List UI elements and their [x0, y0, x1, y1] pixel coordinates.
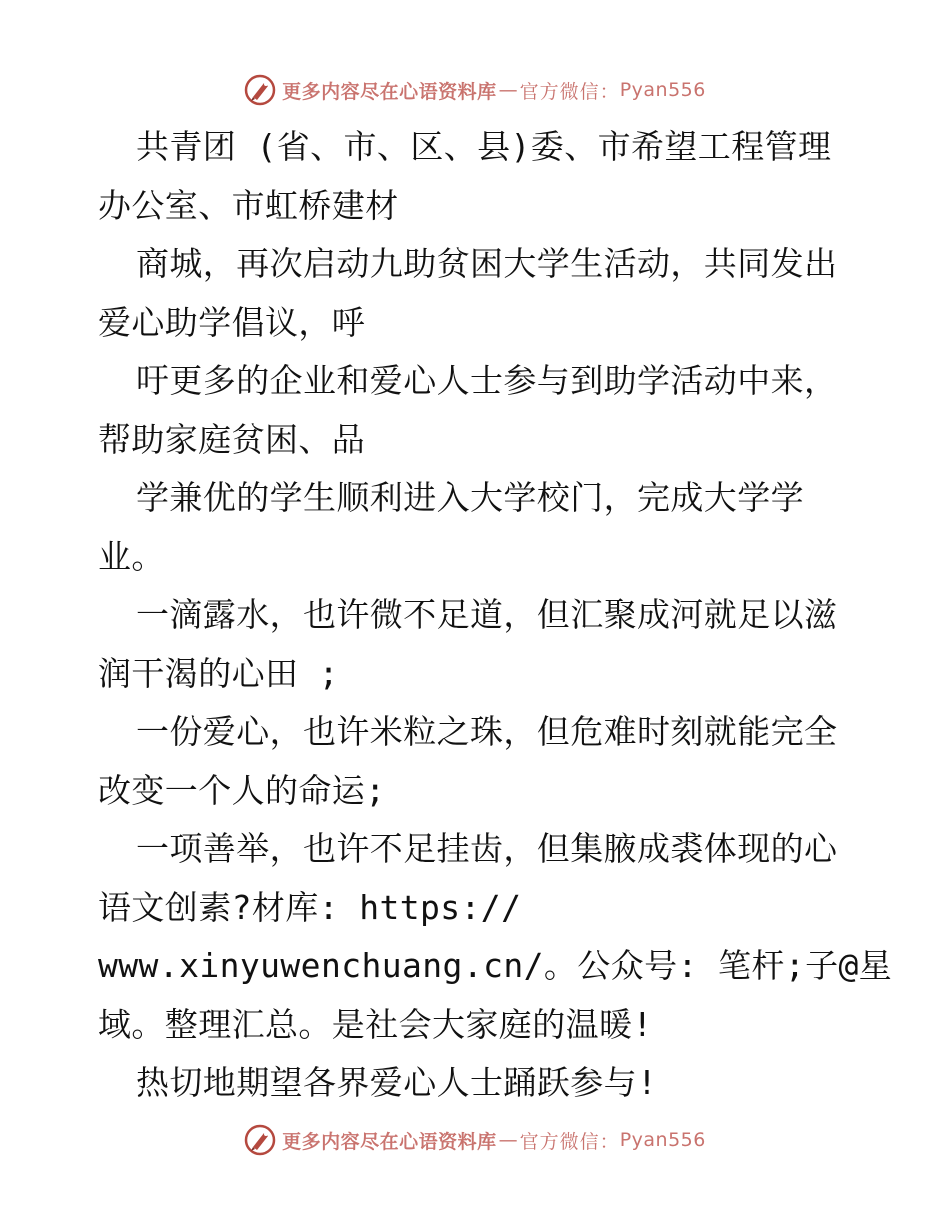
header-banner: [0, 70, 950, 110]
banner-title: 更多内容尽在心语资料库: [282, 80, 497, 103]
document-body: [98, 118, 893, 1113]
body-text-line: 一份爱心，也许米粒之珠，但危难时刻就能完全: [136, 712, 838, 751]
body-text-line: 润干渴的心田 ;: [98, 653, 339, 693]
body-text-line: 域。整理汇总。是社会大家庭的温暖!: [98, 1004, 653, 1044]
banner-separator: —: [498, 79, 518, 101]
banner-official-label: 官方微信：: [519, 80, 620, 103]
body-text-line: 一滴露水，也许微不足道，但汇聚成河就足以滋: [136, 595, 838, 634]
banner-wechat-id: Pyan556: [619, 1129, 706, 1151]
body-text-line: www.xinyuwenchuang.cn/。公众号: 笔杆;子@星: [98, 946, 893, 985]
body-text-line: 语文创素?材库: https://: [98, 887, 522, 927]
banner-title: 更多内容尽在心语资料库: [282, 1130, 497, 1153]
pen-logo-icon: [244, 1124, 276, 1156]
body-text-line: 办公室、市虹桥建材: [98, 185, 399, 225]
body-text-line: 学兼优的学生顺利进入大学校门，完成大学学: [136, 478, 804, 517]
body-text-line: 吁更多的企业和爱心人士参与到助学活动中来，: [136, 361, 838, 400]
banner-separator: —: [498, 1129, 518, 1151]
pen-logo-icon: [244, 74, 276, 106]
footer-banner: [0, 1120, 950, 1160]
body-text-line: 商城，再次启动九助贫困大学生活动，共同发出: [136, 244, 838, 283]
body-text-line: 帮助家庭贫困、品: [98, 419, 366, 459]
body-text-line: 爱心助学倡议，呼: [98, 302, 366, 342]
banner-wechat-id: Pyan556: [619, 79, 706, 101]
body-text-line: 共青团 (省、市、区、县)委、市希望工程管理: [136, 127, 832, 166]
body-text-line: 改变一个人的命运;: [98, 770, 386, 810]
body-text-line: 一项善举，也许不足挂齿，但集腋成裘体现的心: [136, 829, 838, 868]
body-text-line: 业。: [98, 536, 165, 576]
body-text-line: 热切地期望各界爱心人士踊跃参与!: [136, 1063, 658, 1102]
banner-official-label: 官方微信：: [519, 1130, 620, 1153]
